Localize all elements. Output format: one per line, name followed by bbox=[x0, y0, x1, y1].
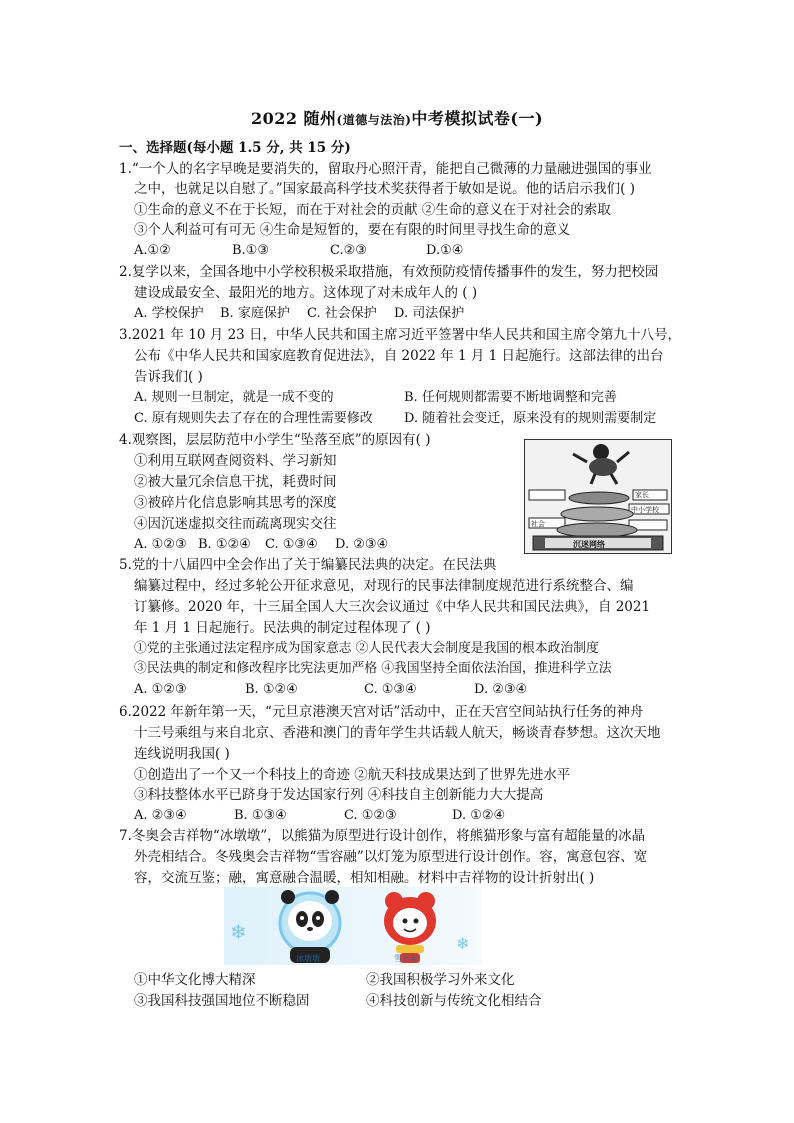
q3-line2: 公布《中华人民共和国家庭教育促进法》，自 2022 年 1 月 1 日起施行。这部法律的出台 bbox=[134, 348, 664, 364]
q4-cartoon-svg bbox=[525, 440, 671, 553]
q7-line3: 容，交流互鉴；融，寓意融合温暖，相知相融。材料中吉祥物的设计折射出( ) bbox=[134, 870, 595, 886]
exam-title bbox=[0, 106, 794, 129]
q5-option-d: D. ②③④ bbox=[474, 682, 528, 697]
q3-option-c: C. 原有规则失去了存在的合理性需要修改 bbox=[134, 411, 373, 426]
q4-line1: 4.观察图，层层防范中小学生“坠落至底”的原因有( ) bbox=[119, 432, 431, 448]
q3-option-b: B. 任何规则都需要不断地调整和完善 bbox=[404, 390, 617, 405]
q3-option-d: D. 随着社会变迁，原来没有的规则需要制定 bbox=[404, 411, 657, 426]
q7-line2: 外壳相结合。冬残奥会吉祥物“雪容融”以灯笼为原型进行设计创作。容，寓意包容、宽 bbox=[134, 849, 648, 865]
q1-option-d: D.①④ bbox=[426, 243, 464, 258]
q7-item2: ②我国积极学习外来文化 bbox=[366, 972, 515, 988]
title-main-b: 中考模拟试卷(一) bbox=[411, 109, 544, 128]
title-subject: (道德与法治) bbox=[336, 113, 412, 127]
q2-option-d: D. 司法保护 bbox=[394, 306, 465, 321]
q2-option-c: C. 社会保护 bbox=[307, 306, 377, 321]
q1-line3: ①生命的意义不在于长短，而在于对社会的贡献 ②生命的意义在于对社会的索取 bbox=[134, 202, 611, 218]
q3-line3: 告诉我们( ) bbox=[134, 369, 203, 385]
q5-line4: 年 1 月 1 日起施行。民法典的制定过程体现了 ( ) bbox=[134, 620, 431, 636]
q5-option-c: C. ①③④ bbox=[364, 682, 417, 697]
q2-line1: 2.复学以来，全国各地中小学校积极采取措施，有效预防疫情传播事件的发生，努力把校园 bbox=[119, 264, 659, 280]
title-main-a: 2022 随州 bbox=[250, 109, 337, 128]
q4-item4: ④因沉迷虚拟交往而疏离现实交往 bbox=[134, 516, 337, 532]
q5-line3: 订纂修。2020 年，十三届全国人大三次会议通过《中华人民共和国民法典》，自 2021 bbox=[134, 599, 651, 615]
q4-figure-label-society: 社会 bbox=[531, 520, 545, 528]
q3-line1: 3.2021 年 10 月 23 日，中华人民共和国主席习近平签署中华人民共和国主席令第九十八号， bbox=[119, 327, 682, 343]
q6-option-b: B. ①③④ bbox=[234, 808, 287, 823]
q3-option-a: A. 规则一旦制定，就是一成不变的 bbox=[134, 390, 334, 405]
q7-line1: 7.冬奥会吉祥物“冰墩墩”，以熊猫为原型进行设计创作，将熊猫形象与富有超能量的冰晶 bbox=[119, 828, 646, 844]
q7-item3: ③我国科技强国地位不断稳固 bbox=[134, 993, 310, 1009]
q4-option-d: D. ②③④ bbox=[335, 537, 389, 552]
q6-item-line2: ③科技整体水平已跻身于发达国家行列 ④科技自主创新能力大大提高 bbox=[134, 787, 544, 803]
q5-option-b: B. ①②④ bbox=[245, 682, 298, 697]
q7-mascot-figure bbox=[224, 887, 482, 965]
q4-option-a: A. ①②③ bbox=[134, 537, 187, 552]
q1-line1: 1.“一个人的名字早晚是要消失的，留取丹心照汗青，能把自己微薄的力量融进强国的事业 bbox=[119, 161, 652, 177]
q2-option-b: B. 家庭保护 bbox=[220, 306, 290, 321]
q1-option-b: B.①③ bbox=[232, 243, 269, 258]
q6-line2: 十三号乘组与来自北京、香港和澳门的青年学生共话载人航天，畅谈青春梦想。这次天地 bbox=[134, 725, 661, 741]
q1-option-a: A.①② bbox=[134, 243, 171, 258]
q5-line1: 5.党的十八届四中全会作出了关于编纂民法典的决定。在民法典 bbox=[119, 557, 497, 573]
q6-item-line1: ①创造出了一个又一个科技上的奇迹 ②航天科技成果达到了世界先进水平 bbox=[134, 767, 571, 783]
q4-option-c: C. ①③④ bbox=[265, 537, 318, 552]
q5-item-line1: ①党的主张通过法定程序成为国家意志 ②人民代表大会制度是我国的根本政治制度 bbox=[134, 641, 599, 656]
q5-item-line2: ③民法典的制定和修改程序比宪法更加严格 ④我国坚持全面依法治国，推进科学立法 bbox=[134, 661, 612, 676]
q4-option-b: B. ①②④ bbox=[198, 537, 251, 552]
q4-figure-label-parent: 家长 bbox=[635, 491, 649, 499]
q5-line2: 编纂过程中，经过多轮公开征求意见，对现行的民事法律制度规范进行系统整合、编 bbox=[134, 578, 634, 594]
q6-line3: 连线说明我国( ) bbox=[134, 746, 230, 762]
q4-item1: ①利用互联网查阅资料、学习新知 bbox=[134, 453, 337, 469]
q4-figure-label-school: 中小学校 bbox=[631, 506, 659, 514]
q6-option-a: A. ②③④ bbox=[134, 808, 187, 823]
q4-item3: ③被碎片化信息影响其思考的深度 bbox=[134, 495, 337, 511]
section-heading: 一、选择题(每小题 1.5 分, 共 15 分) bbox=[119, 140, 351, 156]
q6-line1: 6.2022 年新年第一天，“元旦京港澳天宫对话”活动中，正在天宫空间站执行任务的神舟 bbox=[119, 704, 644, 720]
svg-text:❄: ❄ bbox=[230, 920, 247, 944]
q4-figure-label-addiction: 沉迷网络 bbox=[573, 539, 605, 549]
q6-option-d: D. ①②④ bbox=[452, 808, 506, 823]
q2-line2: 建设成最安全、最阳光的地方。这体现了对未成年人的 ( ) bbox=[134, 285, 478, 301]
q4-cartoon-figure bbox=[524, 439, 672, 554]
q7-mascot-svg bbox=[224, 887, 482, 965]
svg-text:❄: ❄ bbox=[456, 934, 470, 953]
q6-option-c: C. ①②③ bbox=[344, 808, 397, 823]
q2-option-a: A. 学校保护 bbox=[134, 306, 204, 321]
q1-option-c: C.②③ bbox=[330, 243, 367, 258]
q5-option-a: A. ①②③ bbox=[134, 682, 187, 697]
q1-line2: 之中，也就足以自慰了。”国家最高科学技术奖获得者于敏如是说。他的话启示我们( ) bbox=[134, 181, 635, 197]
q1-line4: ③个人利益可有可无 ④生命是短暂的，要在有限的时间里寻找生命的意义 bbox=[134, 222, 571, 238]
q4-item2: ②被大量冗余信息干扰，耗费时间 bbox=[134, 474, 337, 490]
q7-mascot-label-bingdwendwen: 冰墩墩 bbox=[296, 954, 320, 963]
q7-item4: ④科技创新与传统文化相结合 bbox=[366, 993, 542, 1009]
q7-mascot-label-shueyrhonrhon: 雪容融 bbox=[394, 954, 418, 963]
q7-item1: ①中华文化博大精深 bbox=[134, 972, 256, 988]
